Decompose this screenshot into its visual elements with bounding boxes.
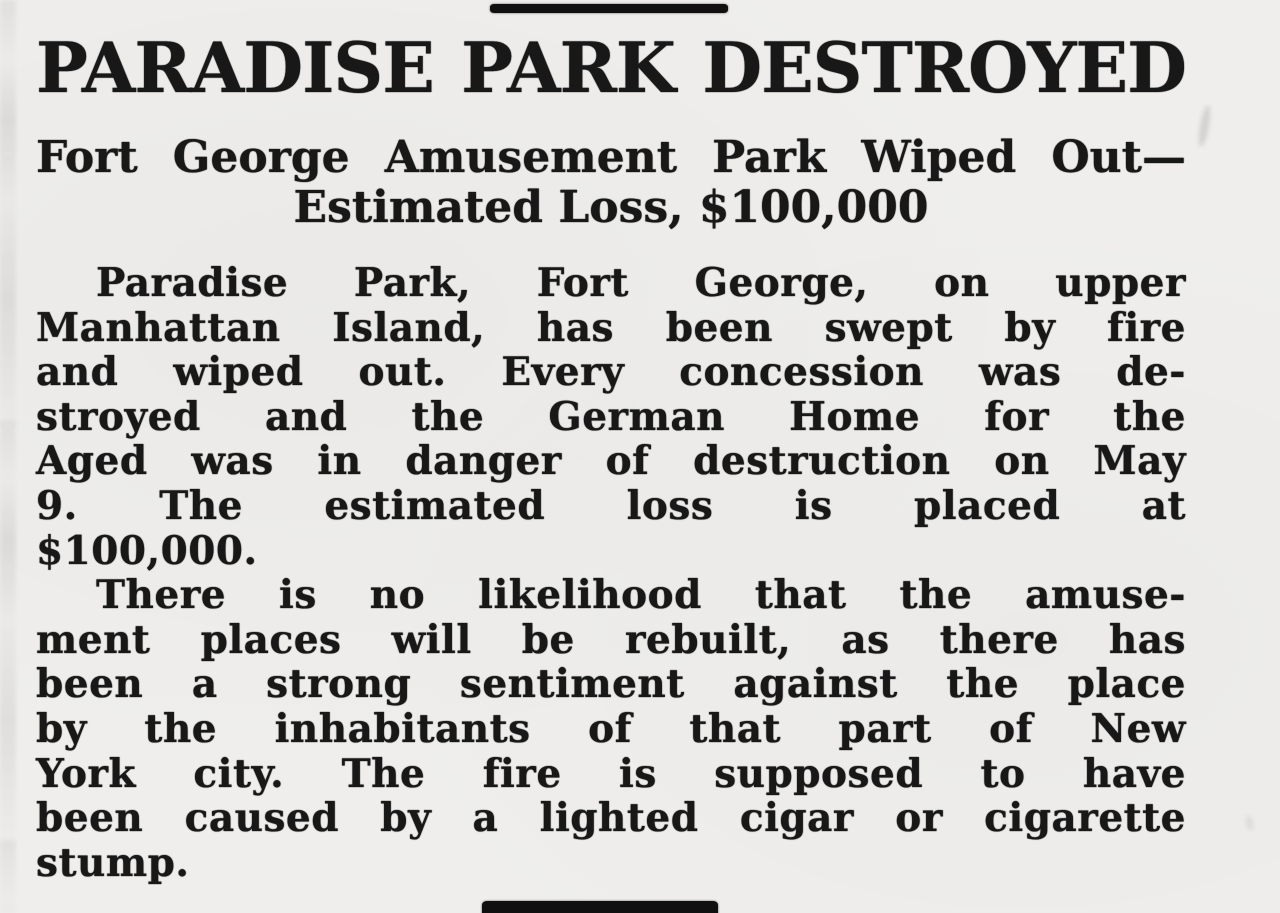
subheadline-line-1 — [36, 133, 1186, 183]
subhead-word: Park — [712, 132, 827, 183]
scan-smudge-artifact — [1196, 105, 1212, 148]
article-body — [36, 261, 1186, 885]
body-line: and wiped out. Every concession was de- — [36, 349, 1186, 396]
subhead-word: George — [172, 132, 350, 183]
body-line: been caused by a lighted cigar or cigarette — [36, 795, 1186, 842]
body-line: $100,000. — [36, 527, 258, 574]
body-line: Manhattan Island, has been swept by fire — [36, 304, 1186, 351]
paragraph-1 — [36, 261, 1186, 573]
body-line: Aged was in danger of destruction on May — [36, 438, 1186, 485]
subhead-word: Fort — [36, 132, 138, 183]
headline-word: PARK — [461, 28, 675, 109]
body-line: Paradise Park, Fort George, on upper — [96, 260, 1186, 306]
body-line: stump. — [36, 839, 190, 886]
subhead-word: Wiped — [861, 132, 1017, 183]
scan-edge-artifact — [0, 0, 16, 913]
body-line: 9. The estimated loss is placed at — [36, 482, 1186, 529]
article-column — [36, 0, 1186, 885]
subhead-word: Amusement — [384, 132, 678, 183]
headline-word: PARADISE — [36, 28, 434, 109]
subheadline-line-2: Estimated Loss, $100,000 — [293, 182, 929, 233]
paragraph-2 — [36, 573, 1186, 885]
body-line: There is no likelihood that the amuse- — [96, 572, 1186, 619]
headline-word: DESTROYED — [702, 28, 1186, 109]
headline — [36, 28, 1186, 109]
body-line: ment places will be rebuilt, as there has — [36, 616, 1186, 663]
body-line: stroyed and the German Home for the — [36, 393, 1186, 440]
subhead-word: Out— — [1051, 132, 1186, 183]
body-line: by the inhabitants of that part of New — [36, 705, 1186, 752]
bottom-rule-bar — [482, 901, 718, 913]
scan-smudge-artifact — [1244, 814, 1254, 831]
body-line: been a strong sentiment against the place — [36, 661, 1186, 708]
body-line: York city. The fire is supposed to have — [36, 750, 1186, 797]
